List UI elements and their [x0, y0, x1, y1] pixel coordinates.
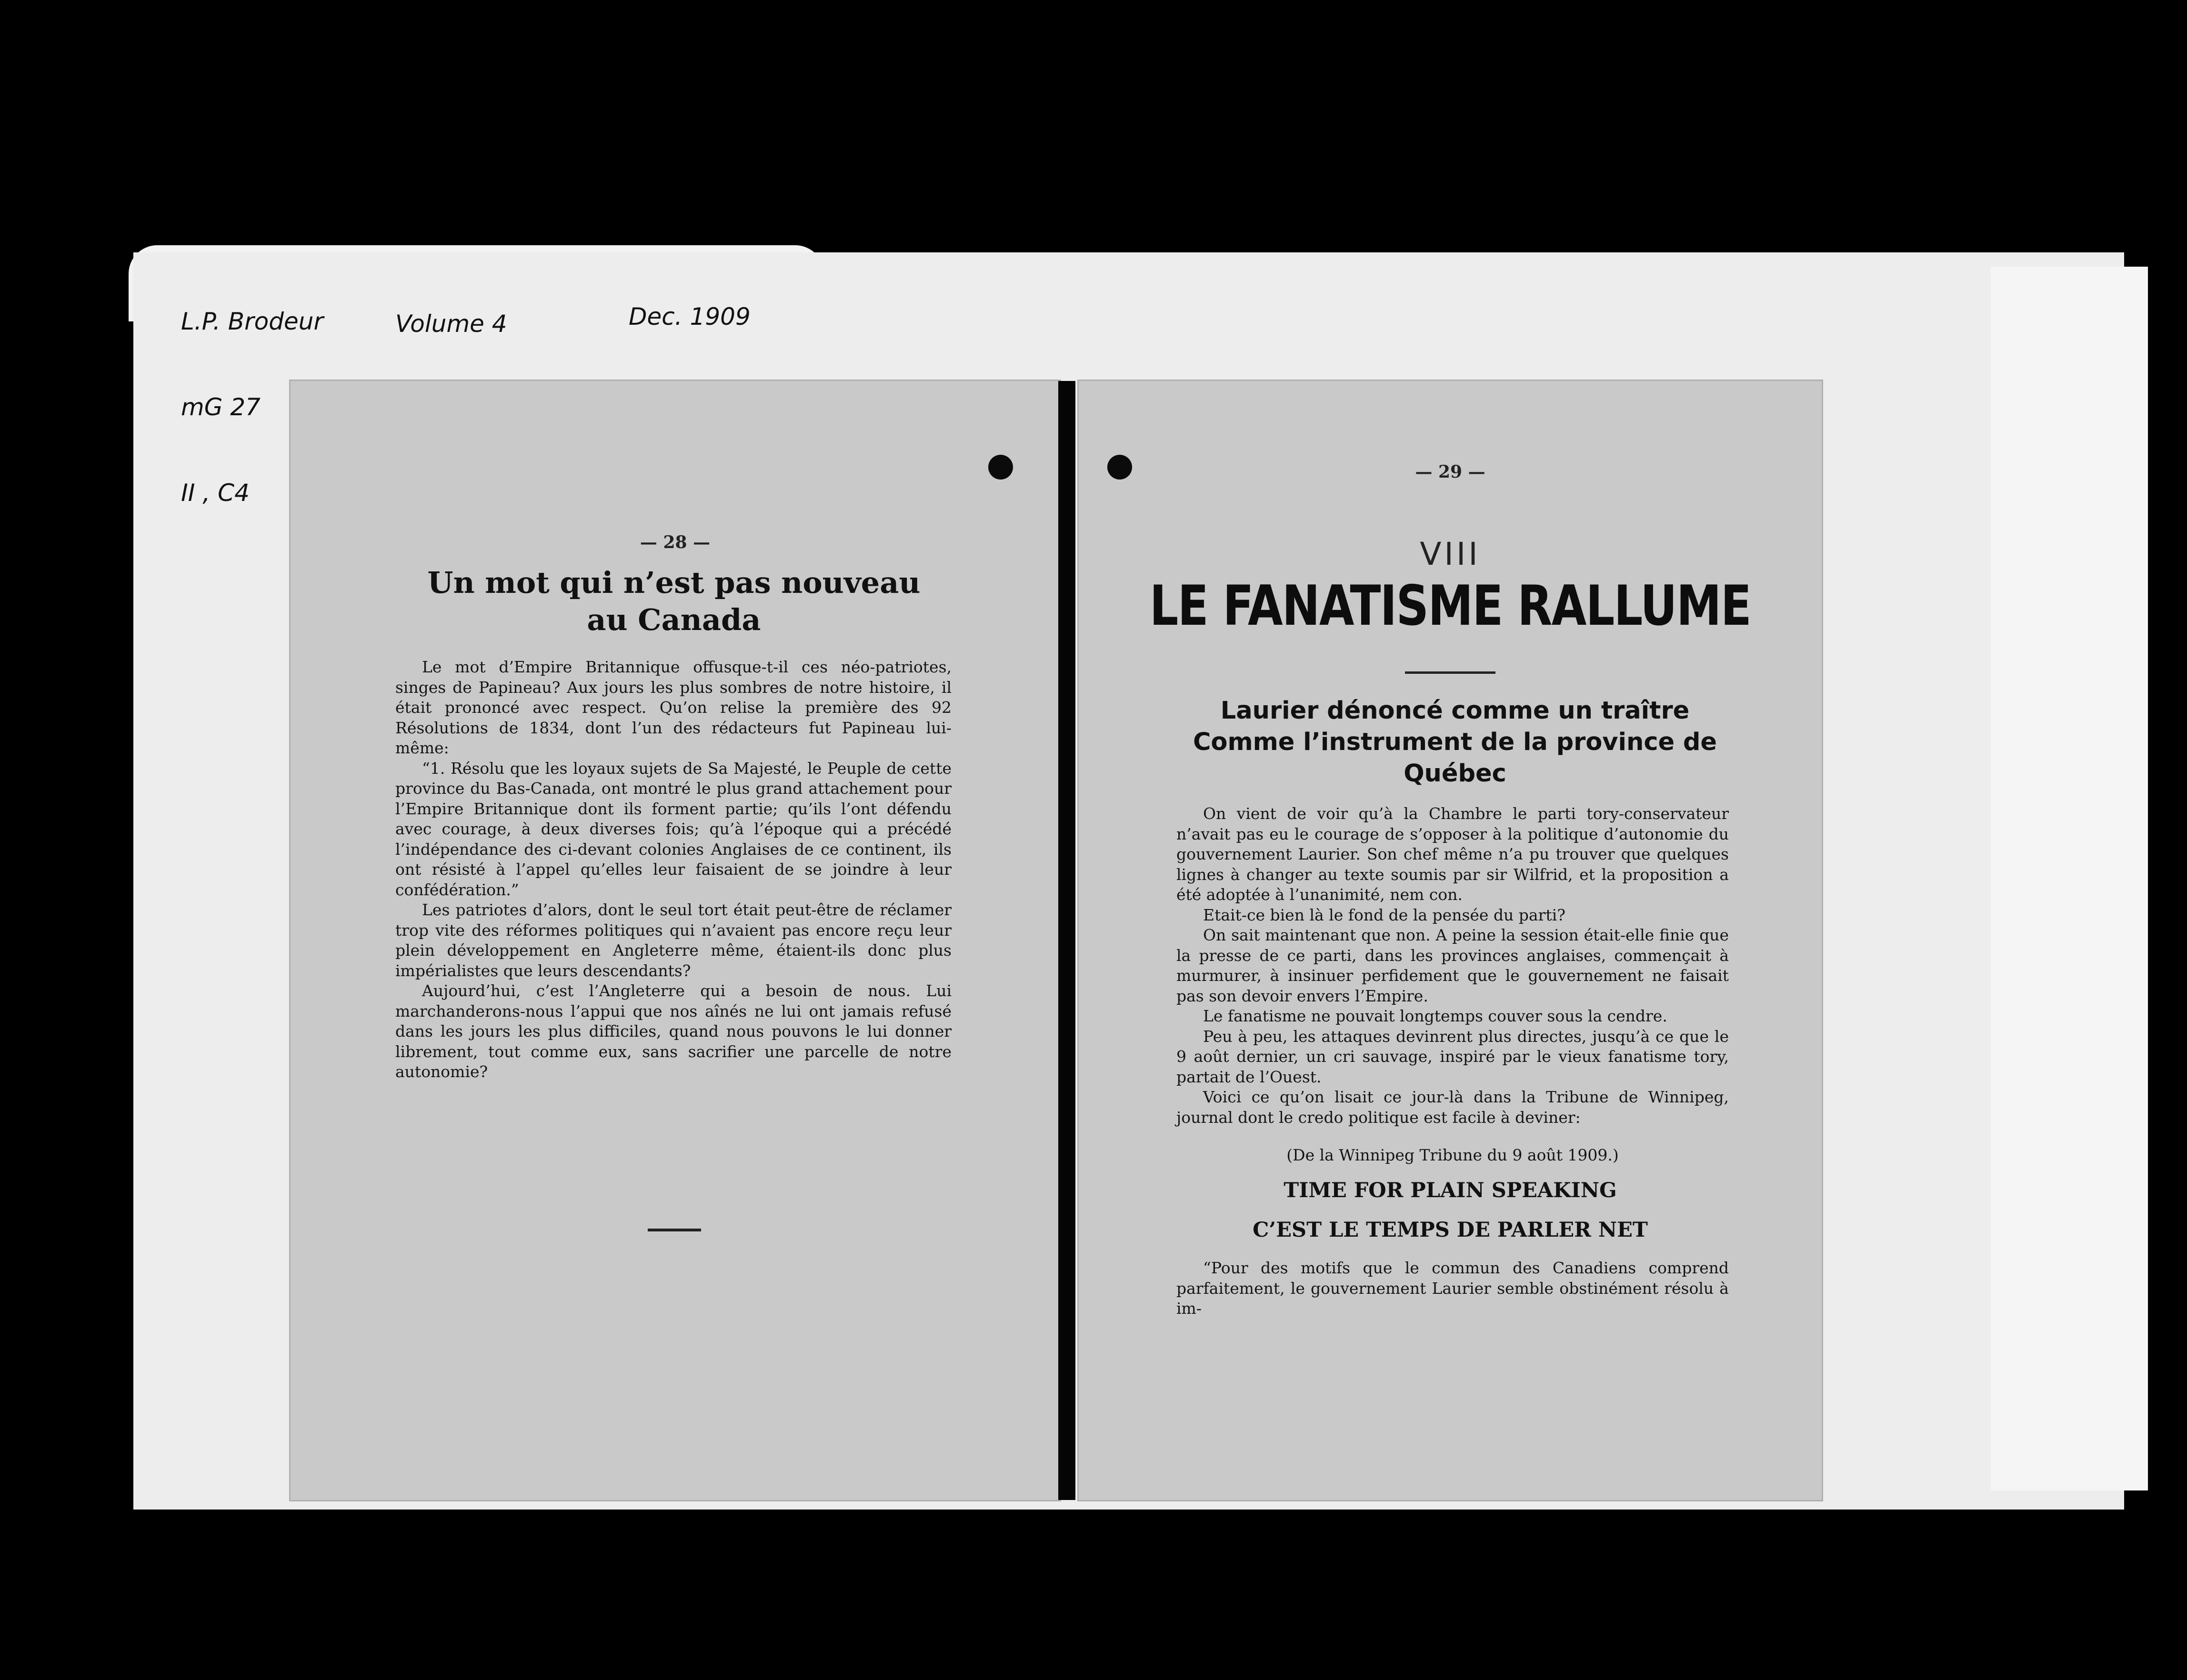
paragraph: Etait-ce bien là le fond de la pensée du parti?	[1203, 905, 1565, 924]
paragraph: Voici ce qu’on lisait ce jour-là dans la Tribune de Winnipeg, journal dont le credo politique est facile à deviner:	[1176, 1088, 1729, 1127]
paragraph: Peu à peu, les attaques devinrent plus directes, jusqu’à ce que le 9 août dernier, un cri sauvage, inspiré par le vieux fanatisme tory, partait de l’Ouest.	[1176, 1027, 1729, 1086]
handnote-line: II , C4	[181, 479, 250, 507]
paragraph: Les patriotes d’alors, dont le seul tort était peut-être de réclamer trop vite des réformes politiques qui n’avaient pas encore reçu leur plein développement en Angleterre même, étaient-ils donc plus impérialistes que leurs descendants?	[395, 900, 952, 980]
heading-english: TIME FOR PLAIN SPEAKING	[1284, 1179, 1617, 1202]
handnote-line: L.P. Brodeur	[181, 308, 323, 335]
paragraph: On sait maintenant que non. A peine la session était-elle finie que la presse de ce parti, dans les provinces anglaises, commençait à murmurer, à insinuer perfidement que le gouvernement ne faisait pas son devoir envers l’Empire.	[1176, 926, 1729, 1005]
quote-start	[1176, 1258, 1729, 1319]
heading-french: C’EST LE TEMPS DE PARLER NET	[1253, 1218, 1648, 1242]
punch-hole	[988, 455, 1013, 480]
end-rule	[648, 1229, 701, 1231]
paragraph: Le fanatisme ne pouvait longtemps couver sous la cendre.	[1203, 1007, 1667, 1025]
chapter-title: LE FANATISME RALLUME	[1149, 574, 1751, 638]
chapter-number: VIII	[1420, 536, 1481, 572]
chapter-body	[1176, 804, 1729, 1128]
paragraph: On vient de voir qu’à la Chambre le parti tory-conservateur n’avait pas eu le courage de s’opposer à la politique d’autonomie du gouvernement Laurier. Son chef même n’a pu trouver que quelques lignes à changer au texte soumis par sir Wilfrid, et la proposition a été adoptée à l’unanimité, nem con.	[1176, 804, 1729, 904]
right-page	[1079, 381, 1822, 1500]
handnote-line: Dec. 1909	[629, 303, 751, 330]
handnote-date	[629, 245, 751, 360]
page-number: — 28 —	[640, 532, 711, 552]
title-rule	[1405, 671, 1495, 674]
page-number: — 29 —	[1415, 462, 1485, 482]
paragraph: “1. Résolu que les loyaux sujets de Sa Majesté, le Peuple de cette province du Bas-Canada, ont montré le plus grand attachement pour l’Empire Britannique dont ils forment partie; qu’ils l’ont défendu avec courage, à deux diverses fois; qu’à l’époque qui a précédé l’indépendance des ci-devant colonies Anglaises de ce continent, ils ont résisté à l’appel qu’elles leur faisaient de se joindre à leur confédération.”	[395, 759, 952, 899]
paragraph: Aujourd’hui, c’est l’Angleterre qui a besoin de nous. Lui marchanderons-nous l’appui que nos aînés ne lui ont jamais refusé dans les jours les plus difficiles, quand nous pouvons le lui donner librement, tout comme eux, sans sacrifier une parcelle de notre autonomie?	[395, 981, 952, 1081]
left-page	[291, 381, 1060, 1500]
paragraph: Le mot d’Empire Britannique offusque-t-il ces néo-patriotes, singes de Papineau? Aux jours les plus sombres de notre histoire, il était prononcé avec respect. Qu’on relise la première des 92 Résolutions de 1834, dont l’un des rédacteurs fut Papineau lui-même:	[395, 658, 952, 757]
paragraph: “Pour des motifs que le commun des Canadiens comprend parfaitement, le gouvernement Laurier semble obstinément résolu à im-	[1176, 1259, 1729, 1318]
handnote-line: mG 27	[181, 393, 261, 421]
handnote-line: Volume 4	[395, 310, 507, 338]
folder-edge	[1991, 267, 2148, 1490]
article-body	[395, 657, 952, 1082]
chapter-subtitle: Laurier dénoncé comme un traître Comme l’instrument de la province de Québec	[1193, 697, 1717, 788]
source-line: (De la Winnipeg Tribune du 9 août 1909.)	[1286, 1146, 1619, 1164]
binding-gutter	[1058, 381, 1075, 1500]
article-title: Un mot qui n’est pas nouveau au Canada	[427, 565, 921, 637]
